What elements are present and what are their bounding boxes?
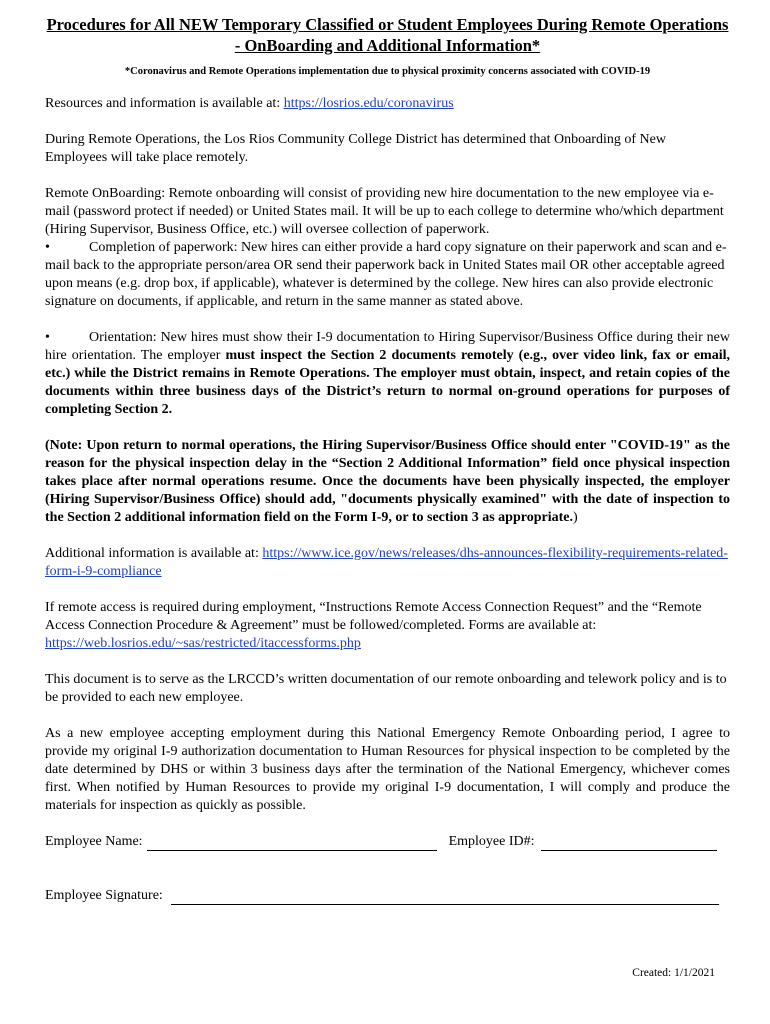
document-purpose-paragraph: This document is to serve as the LRCCD’s written documentation of our remote onboarding and telework policy and is to be provided to each new employee. [45, 672, 727, 705]
employee-signature-row [45, 887, 730, 905]
orientation-text: Orientation: New hires must show their I-9 documentation to Hiring Supervisor/Business Office during their new hire orientation. The employer [45, 330, 730, 363]
additional-info-paragraph [45, 545, 730, 581]
document-subtitle: *Coronavirus and Remote Operations implementation due to physical proximity concerns associated with COVID-19 [124, 66, 651, 77]
orientation-bullet [45, 329, 730, 419]
document-title: Procedures for All NEW Temporary Classified or Student Employees During Remote Operations - OnBoarding and Additional Information* [46, 15, 729, 55]
employee-name-label: Employee Name: [45, 834, 143, 849]
resources-paragraph [45, 95, 730, 113]
note-tail: ) [572, 510, 578, 525]
losrios-coronavirus-link[interactable]: https://losrios.edu/coronavirus [283, 96, 454, 111]
remote-access-paragraph [45, 599, 730, 653]
during-paragraph: During Remote Operations, the Los Rios Community College District has determined that Onboarding of New Employees will take place remotely. [45, 132, 666, 165]
additional-info-text: Additional information is available at: [45, 546, 263, 561]
agreement-paragraph: As a new employee accepting employment during this National Emergency Remote Onboarding period, I agree to provide my original I-9 authorization documentation to Human Resources for physical inspection to be completed by the date determined by DHS or within 3 business days after the termination of the National Emergency, whichever comes first. When notified by Human Resources to provide my original I-9 documentation, I will comply and produce the materials for inspection as quickly as possible. [45, 726, 730, 813]
resources-text: Resources and information is available at: [45, 96, 284, 111]
employee-name-field[interactable] [147, 836, 437, 851]
employee-name-row [45, 833, 730, 851]
employee-signature-field[interactable] [171, 890, 719, 905]
remote-onboarding-paragraph: Remote OnBoarding: Remote onboarding will consist of providing new hire documentation to the new employee via e-mail (password protect if needed) or United States mail. It will be up to each college to determine who/which department (Hiring Supervisor, Business Office, etc.) will oversee collection of paperwork. [45, 186, 724, 237]
employee-signature-label: Employee Signature: [45, 888, 163, 903]
employee-id-label: Employee ID#: [448, 834, 535, 849]
note-paragraph [45, 437, 730, 527]
created-date: Created: 1/1/2021 [632, 967, 715, 979]
completion-text: Completion of paperwork: New hires can either provide a hard copy signature on their paperwork and scan and e-mail back to the appropriate person/area OR send their paperwork back in United States mail OR other acceptable agreed upon means (e.g. drop box, if applicable), whatever is determined by the college. New hires can also provide electronic signature on documents, if applicable, and return in the same manner as stated above. [45, 240, 727, 309]
orientation-bold-text: must inspect the Section 2 documents remotely (e.g., over video link, fax or email, etc.) while the District remains in Remote Operations. The employer must obtain, inspect, and retain copies of the documents within three business days of the District’s return to normal on-ground operations for purposes of completing Section 2. [45, 348, 730, 417]
ice-gov-link[interactable]: https://www.ice.gov/news/releases/dhs-announces-flexibility-requirements-related-form-i-9-compliance [45, 546, 728, 579]
bullet-icon: • [45, 240, 50, 255]
note-bold-text: (Note: Upon return to normal operations, the Hiring Supervisor/Business Office should enter "COVID-19" as the reason for the physical inspection delay in the “Section 2 Additional Information” field once physical inspection takes place after normal operations resume. Once the documents have been physically inspected, the employer (Hiring Supervisor/Business Office) should add, "documents physically examined" with the date of inspection to the Section 2 additional information field on the Form I-9, or to section 3 as appropriate. [45, 438, 730, 525]
document-page [45, 14, 730, 905]
employee-id-field[interactable] [541, 836, 717, 851]
remote-access-text: If remote access is required during employment, “Instructions Remote Access Connection Request” and the “Remote Access Connection Procedure & Agreement” must be followed/completed. Forms are available at: [45, 600, 702, 633]
itaccessforms-link[interactable]: https://web.losrios.edu/~sas/restricted/itaccessforms.php [45, 636, 361, 651]
bullet-icon: • [45, 330, 50, 345]
completion-bullet [45, 239, 730, 311]
